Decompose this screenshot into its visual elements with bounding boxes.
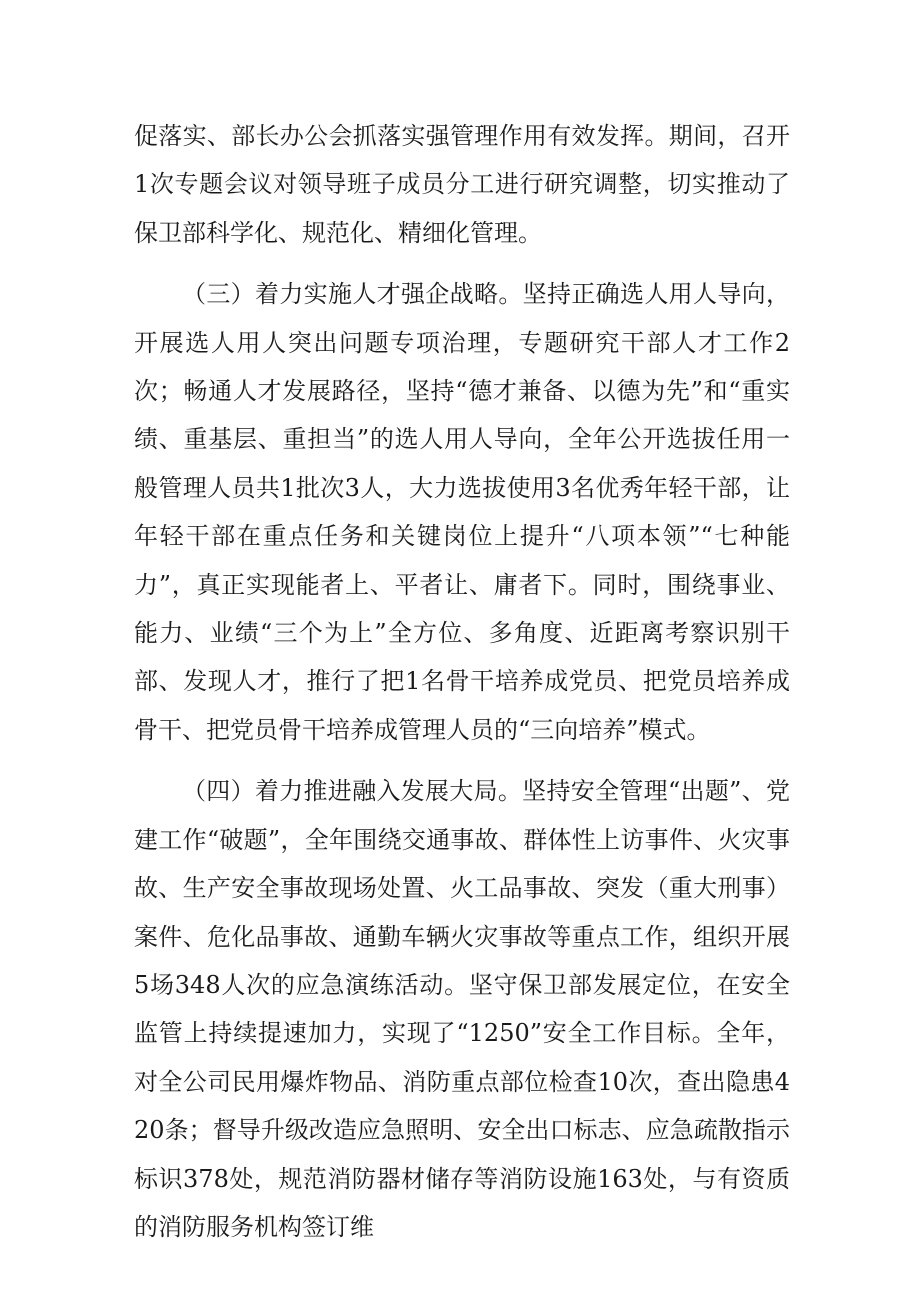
paragraph-section-four: （四）着力推进融入发展大局。坚持安全管理“出题”、党建工作“破题”，全年围绕交通事故、群体性上访事件、火灾事故、生产安全事故现场处置、火工品事故、突发（重大刑事）案件、危化品事故、通勤车辆火灾事故等重点工作，组织开展5场348人次的应急演练活动。坚守保卫部发展定位，在安全监管上持续提速加力，实现了“1250”安全工作目标。全年，对全公司民用爆炸物品、消防重点部位检查10次，查出隐患420条；督导升级改造应急照明、安全出口标志、应急疏散指示标识378处，规范消防器材储存等消防设施163处，与有资质的消防服务机构签订维 xyxy=(134,777,790,1241)
paragraph-continuation: 促落实、部长办公会抓落实强管理作用有效发挥。期间，召开1次专题会议对领导班子成员分工进行研究调整，切实推动了保卫部科学化、规范化、精细化管理。 xyxy=(134,122,790,247)
paragraph-section-three: （三）着力实施人才强企战略。坚持正确选人用人导向，开展选人用人突出问题专项治理，专题研究干部人才工作2次；畅通人才发展路径，坚持“德才兼备、以德为先”和“重实绩、重基层、重担当”的选人用人导向，全年公开选拔任用一般管理人员共1批次3人，大力选拔使用3名优秀年轻干部，让年轻干部在重点任务和关键岗位上提升“八项本领”“七种能力”，真正实现能者上、平者让、庸者下。同时，围绕事业、能力、业绩“三个为上”全方位、多角度、近距离考察识别干部、发现人才，推行了把1名骨干培养成党员、把党员培养成骨干、把党员骨干培养成管理人员的“三向培养”模式。 xyxy=(134,280,790,744)
paragraph-spacer xyxy=(134,257,790,270)
document-body xyxy=(134,112,790,1251)
paragraph-spacer xyxy=(134,754,790,767)
